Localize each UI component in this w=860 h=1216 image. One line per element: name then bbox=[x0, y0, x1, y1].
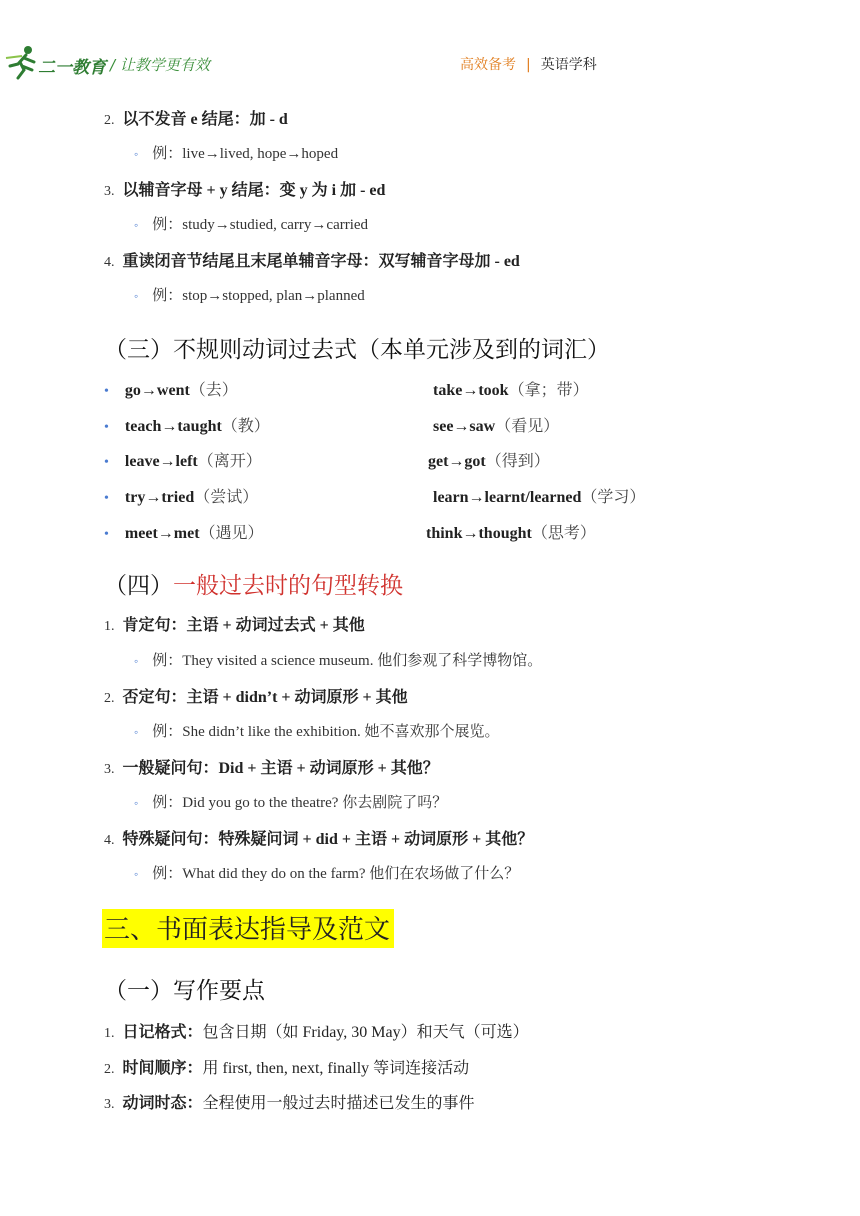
sentence-type-title: 肯定句：主语 + 动词过去式 + 其他 bbox=[122, 617, 365, 634]
verb-pair: see→saw bbox=[433, 418, 496, 435]
verb-row bbox=[104, 520, 264, 543]
rule-example bbox=[134, 213, 368, 234]
verb-gloss: （拿；带） bbox=[508, 382, 589, 399]
writing-point-label: 日记格式： bbox=[122, 1024, 203, 1041]
verb-gloss: （得到） bbox=[485, 453, 550, 470]
header-separator: | bbox=[526, 57, 531, 73]
verb-row-right bbox=[428, 448, 550, 471]
rule-example-text: 例：live→lived, hope→hoped bbox=[152, 146, 339, 162]
circle-bullet-icon: ◦ bbox=[134, 796, 139, 810]
verb-row-right bbox=[433, 413, 559, 436]
rule-number: 3. bbox=[104, 184, 115, 199]
item-number: 4. bbox=[104, 833, 115, 848]
rule-item bbox=[104, 106, 288, 129]
rule-item bbox=[104, 248, 520, 271]
circle-bullet-icon: ◦ bbox=[134, 289, 139, 303]
writing-point-text: 用 first, then, next, finally 等词连接活动 bbox=[202, 1060, 470, 1077]
sentence-type bbox=[104, 755, 439, 778]
verb-pair: teach→taught bbox=[124, 418, 222, 435]
sentence-type-title: 特殊疑问句：特殊疑问词 + did + 主语 + 动词原形 + 其他？ bbox=[122, 831, 534, 848]
sentence-example bbox=[134, 791, 447, 812]
verb-pair: get→got bbox=[428, 453, 486, 470]
section-heading bbox=[104, 567, 403, 600]
writing-point bbox=[104, 1019, 529, 1042]
bullet-icon: • bbox=[104, 455, 109, 470]
verb-pair: take→took bbox=[433, 382, 509, 399]
verb-pair: meet→met bbox=[124, 525, 200, 542]
rule-example bbox=[134, 142, 338, 163]
writing-point bbox=[104, 1055, 469, 1078]
rule-item bbox=[104, 177, 385, 200]
item-number: 1. bbox=[104, 619, 115, 634]
verb-gloss: （遇见） bbox=[199, 525, 264, 542]
logo-text: 二一教育 bbox=[38, 58, 106, 78]
sentence-type-title: 否定句：主语 + didn’t + 动词原形 + 其他 bbox=[122, 689, 408, 706]
rule-title: 重读闭音节结尾且末尾单辅音字母：双写辅音字母加 - ed bbox=[122, 253, 520, 270]
verb-gloss: （教） bbox=[221, 418, 270, 435]
writing-point bbox=[104, 1090, 475, 1113]
sentence-example-text: 例：They visited a science museum. 他们参观了科学博物馆。 bbox=[152, 653, 543, 669]
writing-point-label: 时间顺序： bbox=[122, 1060, 203, 1077]
bullet-icon: • bbox=[104, 384, 109, 399]
header-exam-label: 高效备考 bbox=[460, 57, 516, 73]
item-number: 2. bbox=[104, 691, 115, 706]
item-number: 1. bbox=[104, 1026, 115, 1041]
verb-gloss: （尝试） bbox=[194, 489, 259, 506]
rule-example-text: 例：stop→stopped, plan→planned bbox=[152, 288, 365, 304]
item-number: 2. bbox=[104, 1062, 115, 1077]
sentence-type-title: 一般疑问句：Did + 主语 + 动词原形 + 其他？ bbox=[122, 760, 439, 777]
verb-row-right bbox=[433, 484, 645, 507]
verb-row bbox=[104, 448, 262, 471]
bullet-icon: • bbox=[104, 420, 109, 435]
verb-pair: try→tried bbox=[124, 489, 195, 506]
sentence-example-text: 例：She didn’t like the exhibition. 她不喜欢那个展览。 bbox=[152, 724, 500, 740]
verb-pair: leave→left bbox=[124, 453, 198, 470]
rule-number: 4. bbox=[104, 255, 115, 270]
circle-bullet-icon: ◦ bbox=[134, 654, 139, 668]
slogan-text: 让教学更有效 bbox=[119, 56, 210, 74]
circle-bullet-icon: ◦ bbox=[134, 218, 139, 232]
sentence-type bbox=[104, 612, 365, 635]
rule-example bbox=[134, 284, 365, 305]
sub-heading: （一）写作要点 bbox=[104, 978, 265, 1004]
verb-gloss: （去） bbox=[189, 382, 238, 399]
section-heading: （三）不规则动词过去式（本单元涉及到的词汇） bbox=[104, 337, 610, 363]
verb-pair: think→thought bbox=[426, 525, 532, 542]
verb-gloss: （看见） bbox=[495, 418, 560, 435]
verb-gloss: （离开） bbox=[197, 453, 262, 470]
verb-row bbox=[104, 377, 238, 400]
verb-pair: go→went bbox=[124, 382, 190, 399]
sentence-example-text: 例：Did you go to the theatre? 你去剧院了吗？ bbox=[152, 795, 448, 811]
verb-gloss: （思考） bbox=[531, 525, 596, 542]
writing-point-text: 包含日期（如 Friday, 30 May）和天气（可选） bbox=[202, 1024, 529, 1041]
header-subject-label: 英语学科 bbox=[540, 57, 597, 73]
slogan: / 让教学更有效 bbox=[110, 56, 210, 74]
bullet-icon: • bbox=[104, 527, 109, 542]
header-subject bbox=[460, 54, 597, 74]
writing-point-text: 全程使用一般过去时描述已发生的事件 bbox=[202, 1095, 475, 1112]
rule-title: 以辅音字母 + y 结尾：变 y 为 i 加 - ed bbox=[122, 182, 386, 199]
verb-row-right bbox=[426, 520, 596, 543]
verb-row bbox=[104, 484, 258, 507]
part-heading: 三、书面表达指导及范文 bbox=[102, 909, 394, 948]
rule-title: 以不发音 e 结尾：加 - d bbox=[122, 111, 288, 128]
sentence-example-text: 例：What did they do on the farm? 他们在农场做了什么？ bbox=[152, 866, 520, 882]
sentence-type bbox=[104, 684, 408, 707]
verb-row bbox=[104, 413, 270, 436]
rule-number: 2. bbox=[104, 113, 115, 128]
section-heading-red: 一般过去时的句型转换 bbox=[173, 573, 403, 599]
verb-pair: learn→learnt/learned bbox=[433, 489, 582, 506]
sentence-example bbox=[134, 862, 519, 883]
circle-bullet-icon: ◦ bbox=[134, 725, 139, 739]
circle-bullet-icon: ◦ bbox=[134, 867, 139, 881]
writing-point-label: 动词时态： bbox=[122, 1095, 203, 1112]
sentence-example bbox=[134, 720, 499, 741]
circle-bullet-icon: ◦ bbox=[134, 147, 139, 161]
section-heading-prefix: （四） bbox=[104, 573, 173, 599]
bullet-icon: • bbox=[104, 491, 109, 506]
rule-example-text: 例：study→studied, carry→carried bbox=[152, 217, 369, 233]
item-number: 3. bbox=[104, 762, 115, 777]
verb-row-right bbox=[433, 377, 589, 400]
sentence-type bbox=[104, 826, 533, 849]
item-number: 3. bbox=[104, 1097, 115, 1112]
verb-gloss: （学习） bbox=[581, 489, 646, 506]
sentence-example bbox=[134, 649, 542, 670]
